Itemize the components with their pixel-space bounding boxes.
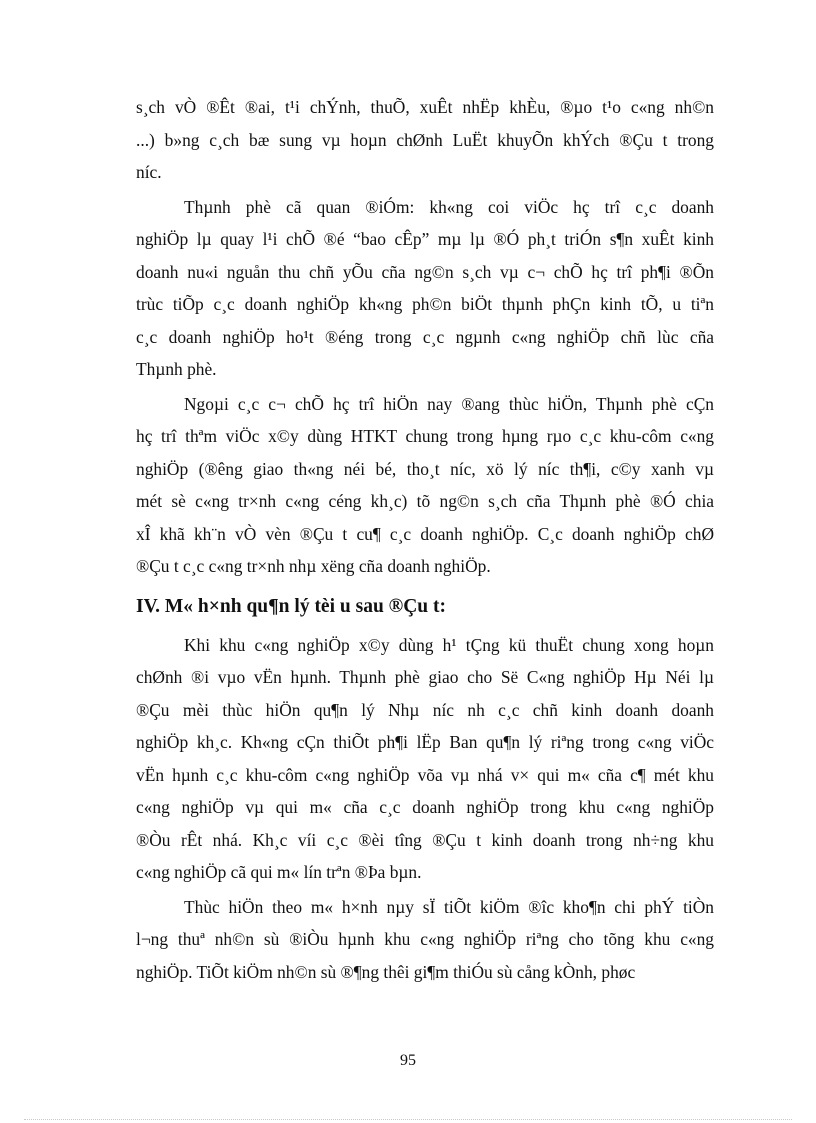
text-line: vËn hµnh c¸c khu-côm c«ng nghiÖp võa vµ nhá v× qui m« cña c¶ mét khu bbox=[136, 764, 714, 785]
text-line: ®Çu mèi thùc hiÖn qu¶n lý Nhµ níc nh c¸c chñ kinh doanh doanh bbox=[136, 699, 714, 720]
paragraph bbox=[136, 891, 714, 989]
text-line: c«ng nghiÖp vµ qui m« cña c¸c doanh nghiÖp trong khu c«ng nghiÖp bbox=[136, 797, 714, 817]
text-line: nghiÖp lµ quay l¹i chÕ ®é “bao cÊp” mµ lµ ®Ó ph¸t triÓn s¶n xuÊt kinh bbox=[136, 229, 714, 249]
paragraph bbox=[136, 191, 714, 386]
text-line: hç trî thªm viÖc x©y dùng HTKT chung trong hµng rµo c¸c khu-côm c«ng bbox=[136, 426, 714, 446]
text-line: Thµnh phè. bbox=[136, 359, 217, 379]
section-heading: IV. M« h×nh qu¶n lý tèi u sau ®Çu t: bbox=[136, 595, 447, 617]
paragraph bbox=[136, 388, 714, 583]
text-line: trùc tiÕp c¸c doanh nghiÖp kh«ng ph©n biÖt thµnh phÇn kinh tÕ, u tiªn bbox=[136, 294, 714, 314]
text-line: chØnh ®i vµo vËn hµnh. Thµnh phè giao cho Së C«ng nghiÖp Hµ Néi lµ bbox=[136, 667, 714, 687]
paragraph bbox=[136, 91, 714, 189]
text-line: c«ng nghiÖp cã qui m« lín trªn ®Þa bµn. bbox=[136, 862, 422, 882]
text-line: níc. bbox=[136, 162, 162, 182]
text-line: xÎ khã kh¨n vÒ vèn ®Çu t cu¶ c¸c doanh nghiÖp. C¸c doanh nghiÖp chØ bbox=[136, 523, 714, 544]
text-line: nghiÖp kh¸c. Kh«ng cÇn thiÕt ph¶i lËp Ban qu¶n lý riªng trong c«ng viÖc bbox=[136, 732, 714, 752]
section-after-heading bbox=[136, 629, 714, 989]
text-line: nghiÖp. TiÕt kiÖm nh©n sù ®¶ng thêi gi¶m thiÓu sù cång kÒnh, phøc bbox=[136, 961, 636, 982]
text-line: ®Çu t c¸c c«ng tr×nh nhµ xëng cña doanh nghiÖp. bbox=[136, 556, 491, 576]
text-line: l¬ng thuª nh©n sù ®iÒu hµnh khu c«ng nghiÖp riªng cho tõng khu c«ng bbox=[136, 929, 714, 949]
text-line: ...) b»ng c¸ch bæ sung vµ hoµn chØnh LuËt khuyÕn khÝch ®Çu t trong bbox=[136, 129, 714, 150]
page-bottom-divider bbox=[24, 1119, 792, 1120]
paragraph bbox=[136, 629, 714, 889]
text-line: doanh nu«i nguån thu chñ yÕu cña ng©n s¸ch vµ c¬ chÕ hç trî ph¶i ®Õn bbox=[136, 261, 714, 282]
text-line: Thµnh phè cã quan ®iÓm: kh«ng coi viÖc hç trî c¸c doanh bbox=[184, 196, 714, 217]
page-number: 95 bbox=[400, 1052, 416, 1069]
text-line: s¸ch vÒ ®Êt ®ai, t¹i chÝnh, thuÕ, xuÊt nhËp khÈu, ®µo t¹o c«ng nh©n bbox=[136, 97, 714, 117]
text-line: ®Òu rÊt nhá. Kh¸c víi c¸c ®èi tîng ®Çu t kinh doanh trong nh÷ng khu bbox=[136, 829, 714, 850]
section-before-heading bbox=[136, 91, 714, 583]
text-line: nghiÖp (®êng giao th«ng néi bé, tho¸t níc, xö lý níc th¶i, c©y xanh vµ bbox=[136, 458, 714, 479]
text-line: c¸c doanh nghiÖp ho¹t ®éng trong c¸c ngµnh c«ng nghiÖp chñ lùc cña bbox=[136, 326, 714, 347]
text-line: mét sè c«ng tr×nh c«ng céng kh¸c) tõ ng©n s¸ch cña Thµnh phè ®Ó chia bbox=[136, 491, 714, 511]
text-line: Ngoµi c¸c c¬ chÕ hç trî hiÖn nay ®ang thùc hiÖn, Thµnh phè cÇn bbox=[184, 393, 714, 414]
text-line: Khi khu c«ng nghiÖp x©y dùng h¹ tÇng kü thuËt chung xong hoµn bbox=[184, 634, 714, 655]
text-line: Thùc hiÖn theo m« h×nh nµy sÏ tiÕt kiÖm ®îc kho¶n chi phÝ tiÒn bbox=[184, 896, 714, 917]
body-text bbox=[136, 91, 714, 990]
